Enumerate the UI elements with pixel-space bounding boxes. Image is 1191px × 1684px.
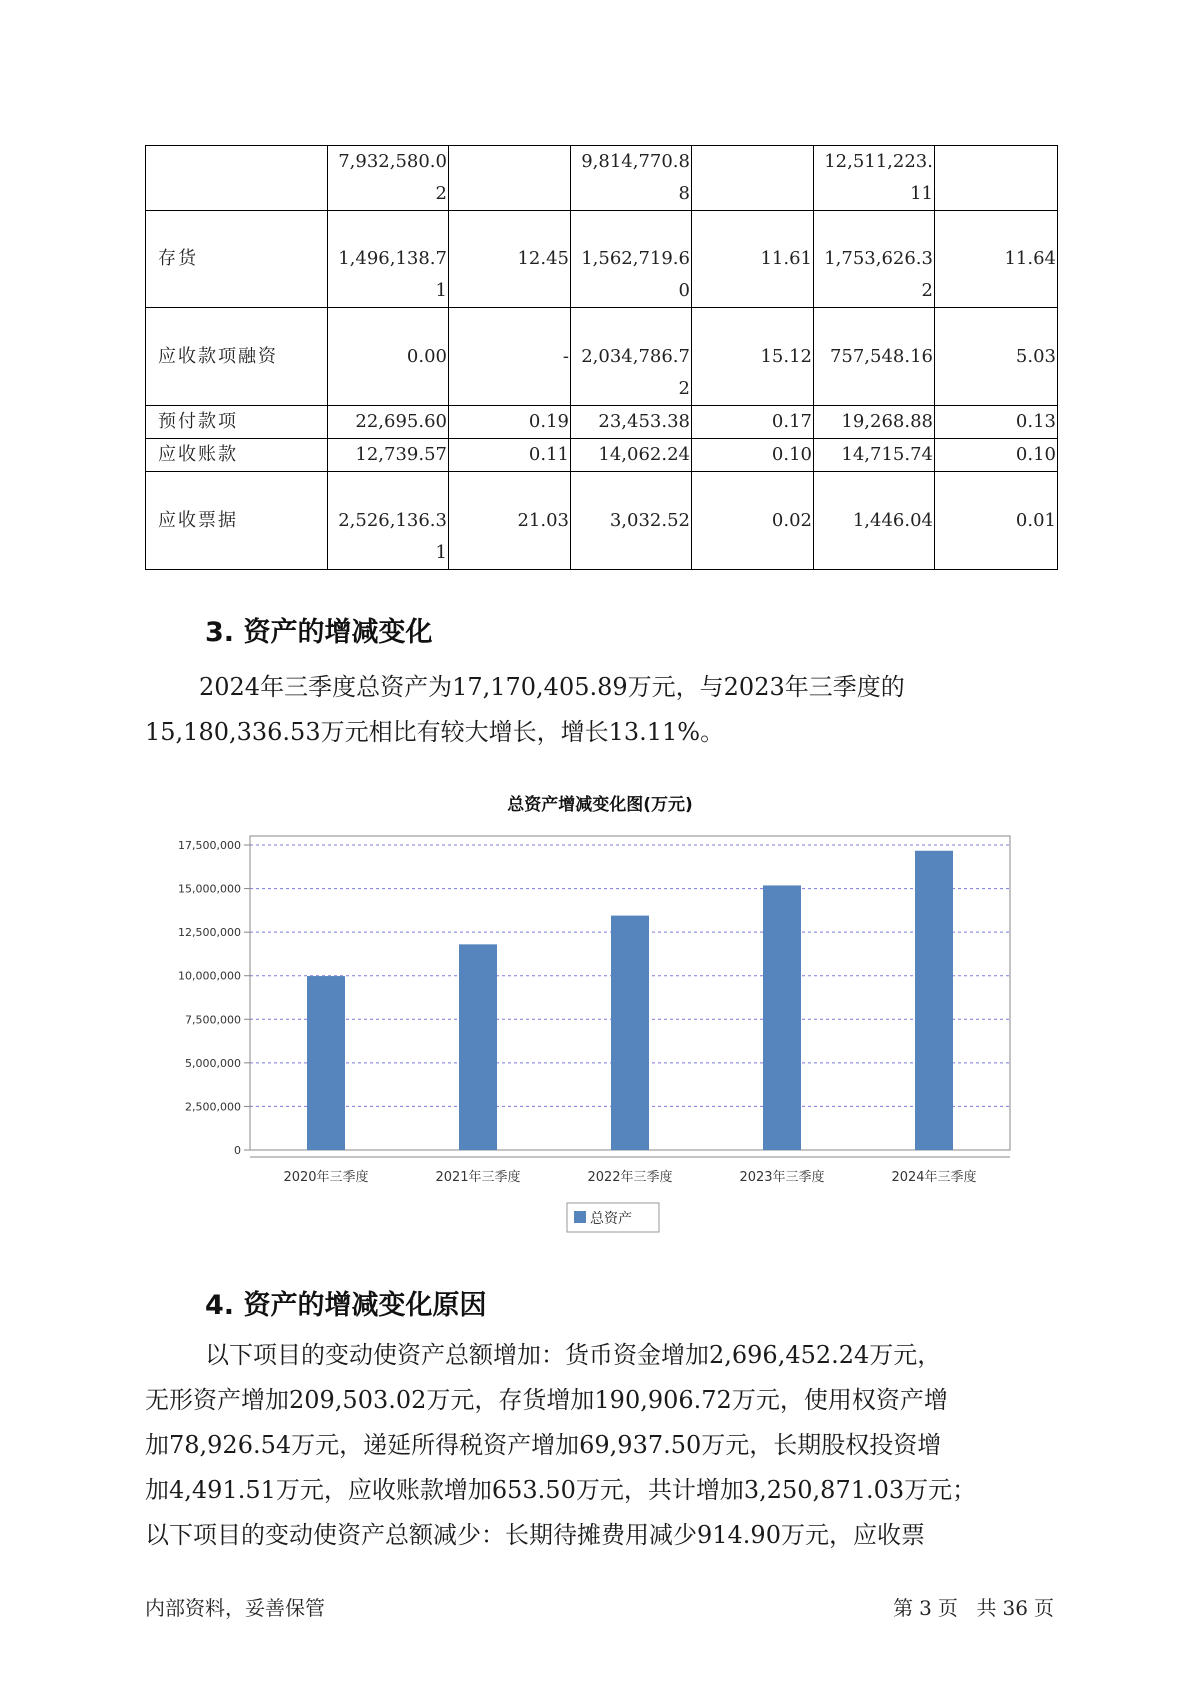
table-cell-amount: 9,814,770.88 [571,146,692,211]
table-cell-amount: 1,446.04 [814,472,935,570]
table-cell-amount: 1,562,719.60 [571,211,692,308]
table-cell-percent: 0.01 [935,472,1058,570]
section4-line-1: 以下项目的变动使资产总额增加：货币资金增加2,696,452.24万元， [205,1341,942,1369]
total-unit: 页 [1034,1596,1054,1620]
legend-label: 总资产 [590,1211,632,1227]
total-assets-bar-chart [150,785,1030,1235]
table-row [146,211,1058,308]
table-cell-percent: 0.17 [692,406,814,439]
table-cell-percent: 21.03 [449,472,571,570]
x-tick-label: 2020年三季度 [283,1170,369,1185]
chart-title: 总资产增减变化图(万元) [507,795,693,815]
table-row [146,472,1058,570]
table-cell-amount: 3,032.52 [571,472,692,570]
table-cell-amount: 7,932,580.02 [328,146,449,211]
chart-legend [567,1203,659,1232]
total-prefix: 共 [976,1596,997,1620]
table-cell-percent: 0.13 [935,406,1058,439]
y-tick-label: 12,500,000 [178,926,241,940]
table-cell-item: 应收票据 [146,472,328,570]
y-tick-label: 5,000,000 [185,1056,241,1070]
page-current: 3 [919,1596,932,1620]
section3-paragraph [145,665,1065,755]
section4-line-2: 无形资产增加209,503.02万元，存货增加190,906.72万元，使用权资产增 [145,1386,948,1414]
table-cell-percent: 0.02 [692,472,814,570]
table-cell-percent: 0.10 [692,439,814,472]
section3-heading: 3. 资产的增减变化 [205,617,433,648]
x-axis-ticks [283,1169,976,1185]
table-cell-percent: 5.03 [935,308,1058,406]
table-cell-amount: 0.00 [328,308,449,406]
table-row [146,146,1058,211]
table-cell-amount: 757,548.16 [814,308,935,406]
table-cell-percent: 15.12 [692,308,814,406]
chart-bars [307,851,953,1150]
y-tick-label: 10,000,000 [178,969,241,983]
table-cell-amount: 23,453.38 [571,406,692,439]
table-cell-percent: 11.64 [935,211,1058,308]
table-cell-amount: 22,695.60 [328,406,449,439]
table-cell-percent: 0.19 [449,406,571,439]
footer-page-number [882,1592,1057,1621]
section4-paragraph [145,1333,1065,1558]
bar-5 [915,851,953,1150]
page-total: 36 [1002,1596,1028,1620]
x-tick-label: 2024年三季度 [891,1170,977,1185]
asset-table [145,145,1058,570]
bar-1 [307,976,345,1150]
table-cell-percent: 11.61 [692,211,814,308]
y-tick-label: 15,000,000 [178,882,241,896]
table-cell-amount: 1,496,138.71 [328,211,449,308]
table-cell-amount: 19,268.88 [814,406,935,439]
section3-line-2: 15,180,336.53万元相比有较大增长，增长13.11%。 [145,718,725,746]
section4-line-3: 加78,926.54万元，递延所得税资产增加69,937.50万元，长期股权投资增 [145,1431,942,1459]
table-row [146,308,1058,406]
section4-line-5: 以下项目的变动使资产总额减少：长期待摊费用减少914.90万元，应收票 [145,1521,925,1549]
table-cell-amount: 1,753,626.32 [814,211,935,308]
table-cell-item: 预付款项 [146,406,328,439]
bar-3 [611,916,649,1150]
section3-line-1: 2024年三季度总资产为17,170,405.89万元，与2023年三季度的 [199,673,905,701]
table-row [146,439,1058,472]
section4-heading: 4. 资产的增减变化原因 [205,1290,487,1321]
table-cell-amount: 12,739.57 [328,439,449,472]
table-cell-percent: - [449,308,571,406]
table-cell-percent [692,146,814,211]
x-tick-label: 2021年三季度 [435,1170,521,1185]
y-tick-label: 2,500,000 [185,1100,241,1114]
bar-2 [459,944,497,1150]
table-cell-amount: 2,526,136.31 [328,472,449,570]
table-cell-item: 应收款项融资 [146,308,328,406]
x-tick-label: 2022年三季度 [587,1170,673,1185]
page-unit: 页 [937,1596,958,1620]
footer-confidential-note: 内部资料，妥善保管 [145,1596,325,1620]
table-cell-amount: 12,511,223.11 [814,146,935,211]
table-cell-percent [935,146,1058,211]
section4-line-4: 加4,491.51万元，应收账款增加653.50万元，共计增加3,250,871.03万元； [145,1476,977,1504]
y-tick-label: 7,500,000 [185,1013,241,1027]
table-cell-item [146,146,328,211]
table-cell-amount: 14,715.74 [814,439,935,472]
y-tick-label: 0 [234,1144,241,1157]
y-axis-ticks [178,839,250,1157]
table-cell-percent [449,146,571,211]
legend-swatch [574,1211,586,1223]
table-cell-amount: 14,062.24 [571,439,692,472]
table-cell-percent: 0.10 [935,439,1058,472]
table-cell-percent: 0.11 [449,439,571,472]
bar-4 [763,885,801,1150]
y-tick-label: 17,500,000 [178,839,241,852]
page-prefix: 第 [893,1596,914,1620]
table-cell-percent: 12.45 [449,211,571,308]
x-tick-label: 2023年三季度 [739,1170,825,1185]
table-cell-item: 存货 [146,211,328,308]
table-cell-item: 应收账款 [146,439,328,472]
table-cell-amount: 2,034,786.72 [571,308,692,406]
table-row [146,406,1058,439]
